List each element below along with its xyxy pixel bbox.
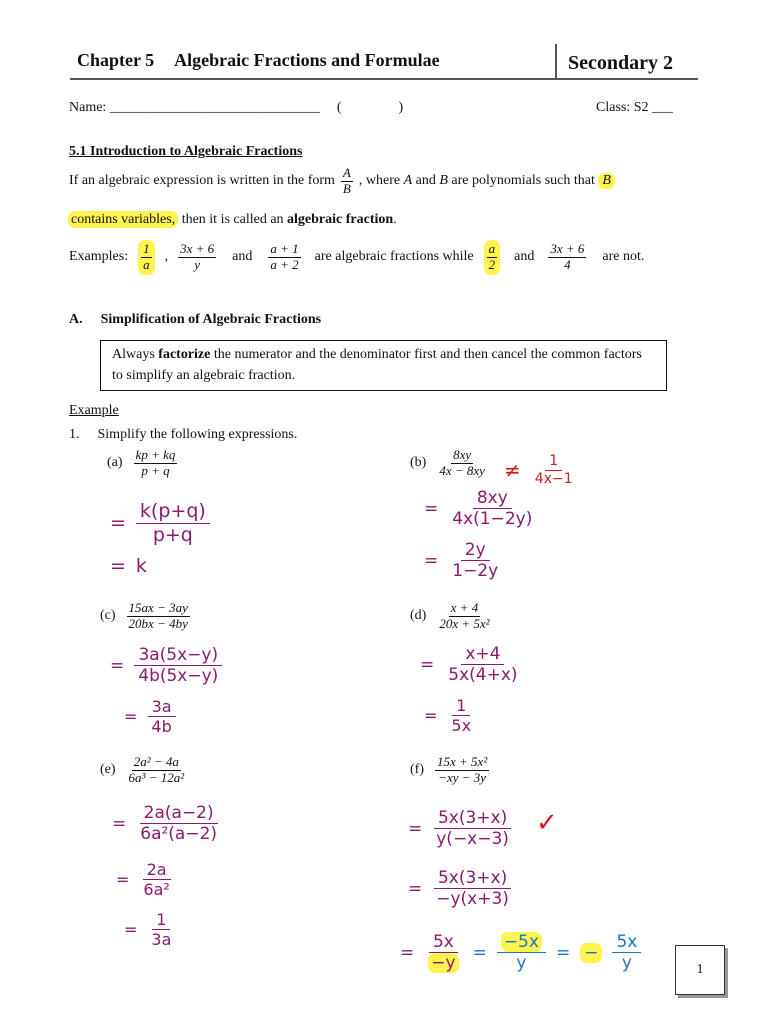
example-fraction-1: $\frac{1}{a}$: [138, 240, 155, 275]
page-number: 1: [696, 962, 704, 977]
index-close-paren: ): [398, 100, 404, 115]
problem-b: (b) $\frac{8xy}{4x - 8xy}$: [410, 447, 485, 478]
hw-f-step-3: = $\frac{5x}{-y}$ = $\frac{-5x}{y}$ = − $\frac{5x}{y}$: [400, 932, 641, 974]
name-line: [69, 100, 403, 116]
intro-line-2: contains variables, then it is called an algebraic fraction.: [68, 212, 397, 228]
level-label: Secondary 2: [568, 52, 673, 74]
form-fraction: $\frac{A}{B}$: [342, 165, 351, 196]
intro-line-1: If an algebraic expression is written in the form $\frac{A}{B}$ , where A and B are polynomials such that B: [69, 166, 709, 197]
header-rule: [70, 78, 698, 80]
hw-e-step-1: = $\frac{2a(a-2)}{\text{6a²(a−2)}}$: [112, 803, 218, 845]
question-1: 1. Simplify the following expressions.: [69, 427, 298, 442]
hw-f-step-1: = $\frac{5x(3+x)}{y(-x-3)}$: [408, 808, 513, 850]
hw-a-step-2: = k: [110, 555, 147, 577]
hw-e-step-2: = $\frac{2a}{\text{6a²}}$: [116, 860, 170, 900]
hw-d-step-1: = $\frac{x+4}{5x(4+x)}$: [420, 644, 518, 686]
name-field[interactable]: ______________________________: [109, 100, 320, 115]
hw-e-step-3: = $\frac{1}{3a}$: [124, 910, 172, 950]
term-algebraic-fraction: algebraic fraction: [287, 212, 394, 227]
problem-d: (d) $\frac{x + 4}{\text{20x + 5x²}}$: [410, 600, 490, 631]
hw-f-check-mark: ✓: [536, 808, 558, 838]
section-heading: 5.1 Introduction to Algebraic Fractions: [69, 144, 303, 159]
name-label: Name:: [69, 100, 107, 115]
problem-f: (f) $\frac{\text{15x + 5x²}}{-xy - 3y}$: [410, 754, 488, 785]
chapter-name: Algebraic Fractions and Formulae: [174, 50, 440, 70]
example-fraction-4: $\frac{a}{2}$: [484, 240, 501, 275]
page-number-box: [675, 945, 725, 995]
hw-a-step-1: = $\frac{k(p+q)}{p+q}$: [110, 500, 210, 547]
chapter-number: Chapter 5: [77, 50, 155, 70]
hw-b-step-1: = $\frac{8xy}{4x(1-2y)}$: [424, 488, 533, 530]
example-fraction-5: $\frac{3x + 6}{4}$: [550, 241, 585, 272]
hw-c-step-2: = $\frac{3a}{4b}$: [124, 697, 176, 736]
hw-b-correction: ≠ 1 4x−1: [504, 453, 573, 487]
hw-d-step-2: = $\frac{1}{5x}$: [424, 696, 472, 736]
problem-a: (a) $\frac{kp + kq}{p + q}$: [107, 447, 176, 478]
header-divider: [555, 44, 557, 78]
hw-f-step-2: = $\frac{5x(3+x)}{-y(x+3)}$: [408, 868, 513, 910]
rule-box: Always factorize the numerator and the denominator first and then cancel the common factors to simplify an algebraic fraction.: [100, 340, 667, 391]
highlight-neg-5x: −5x: [501, 932, 542, 952]
chapter-title: [77, 50, 440, 71]
problem-c: (c) $\frac{15ax - 3ay}{20bx - 4by}$: [100, 600, 188, 631]
highlight-neg-y: −y: [428, 953, 458, 973]
highlight-contains-variables: contains variables,: [68, 211, 178, 228]
highlight-minus-sign: −: [580, 943, 602, 963]
examples-line: Examples: $\frac{1}{a}$ , $\frac{3x + 6}{y}$ and $\frac{a + 1}{a + 2}$ are algebraic fractions while $\frac{a}{2}$ and $\frac{3x + 6}{4}$ are not.: [69, 240, 644, 275]
hw-b-step-2: = $\frac{2y}{1-2y}$: [424, 540, 499, 582]
class-field[interactable]: Class: S2 ___: [596, 100, 674, 115]
subsection-a-heading: A. Simplification of Algebraic Fractions: [69, 312, 322, 327]
problem-e: (e) $\frac{\text{2a² − 4a}}{\text{6a³ − 12a²}}$: [100, 754, 185, 785]
highlight-b: B: [598, 173, 615, 189]
example-fraction-3: $\frac{a + 1}{a + 2}$: [270, 241, 299, 272]
example-fraction-2: $\frac{3x + 6}{y}$: [180, 241, 215, 272]
hw-c-step-1: = $\frac{3a(5x-y)}{4b(5x-y)}$: [110, 645, 222, 687]
index-open-paren: (: [336, 100, 342, 115]
example-heading: Example: [69, 403, 119, 418]
